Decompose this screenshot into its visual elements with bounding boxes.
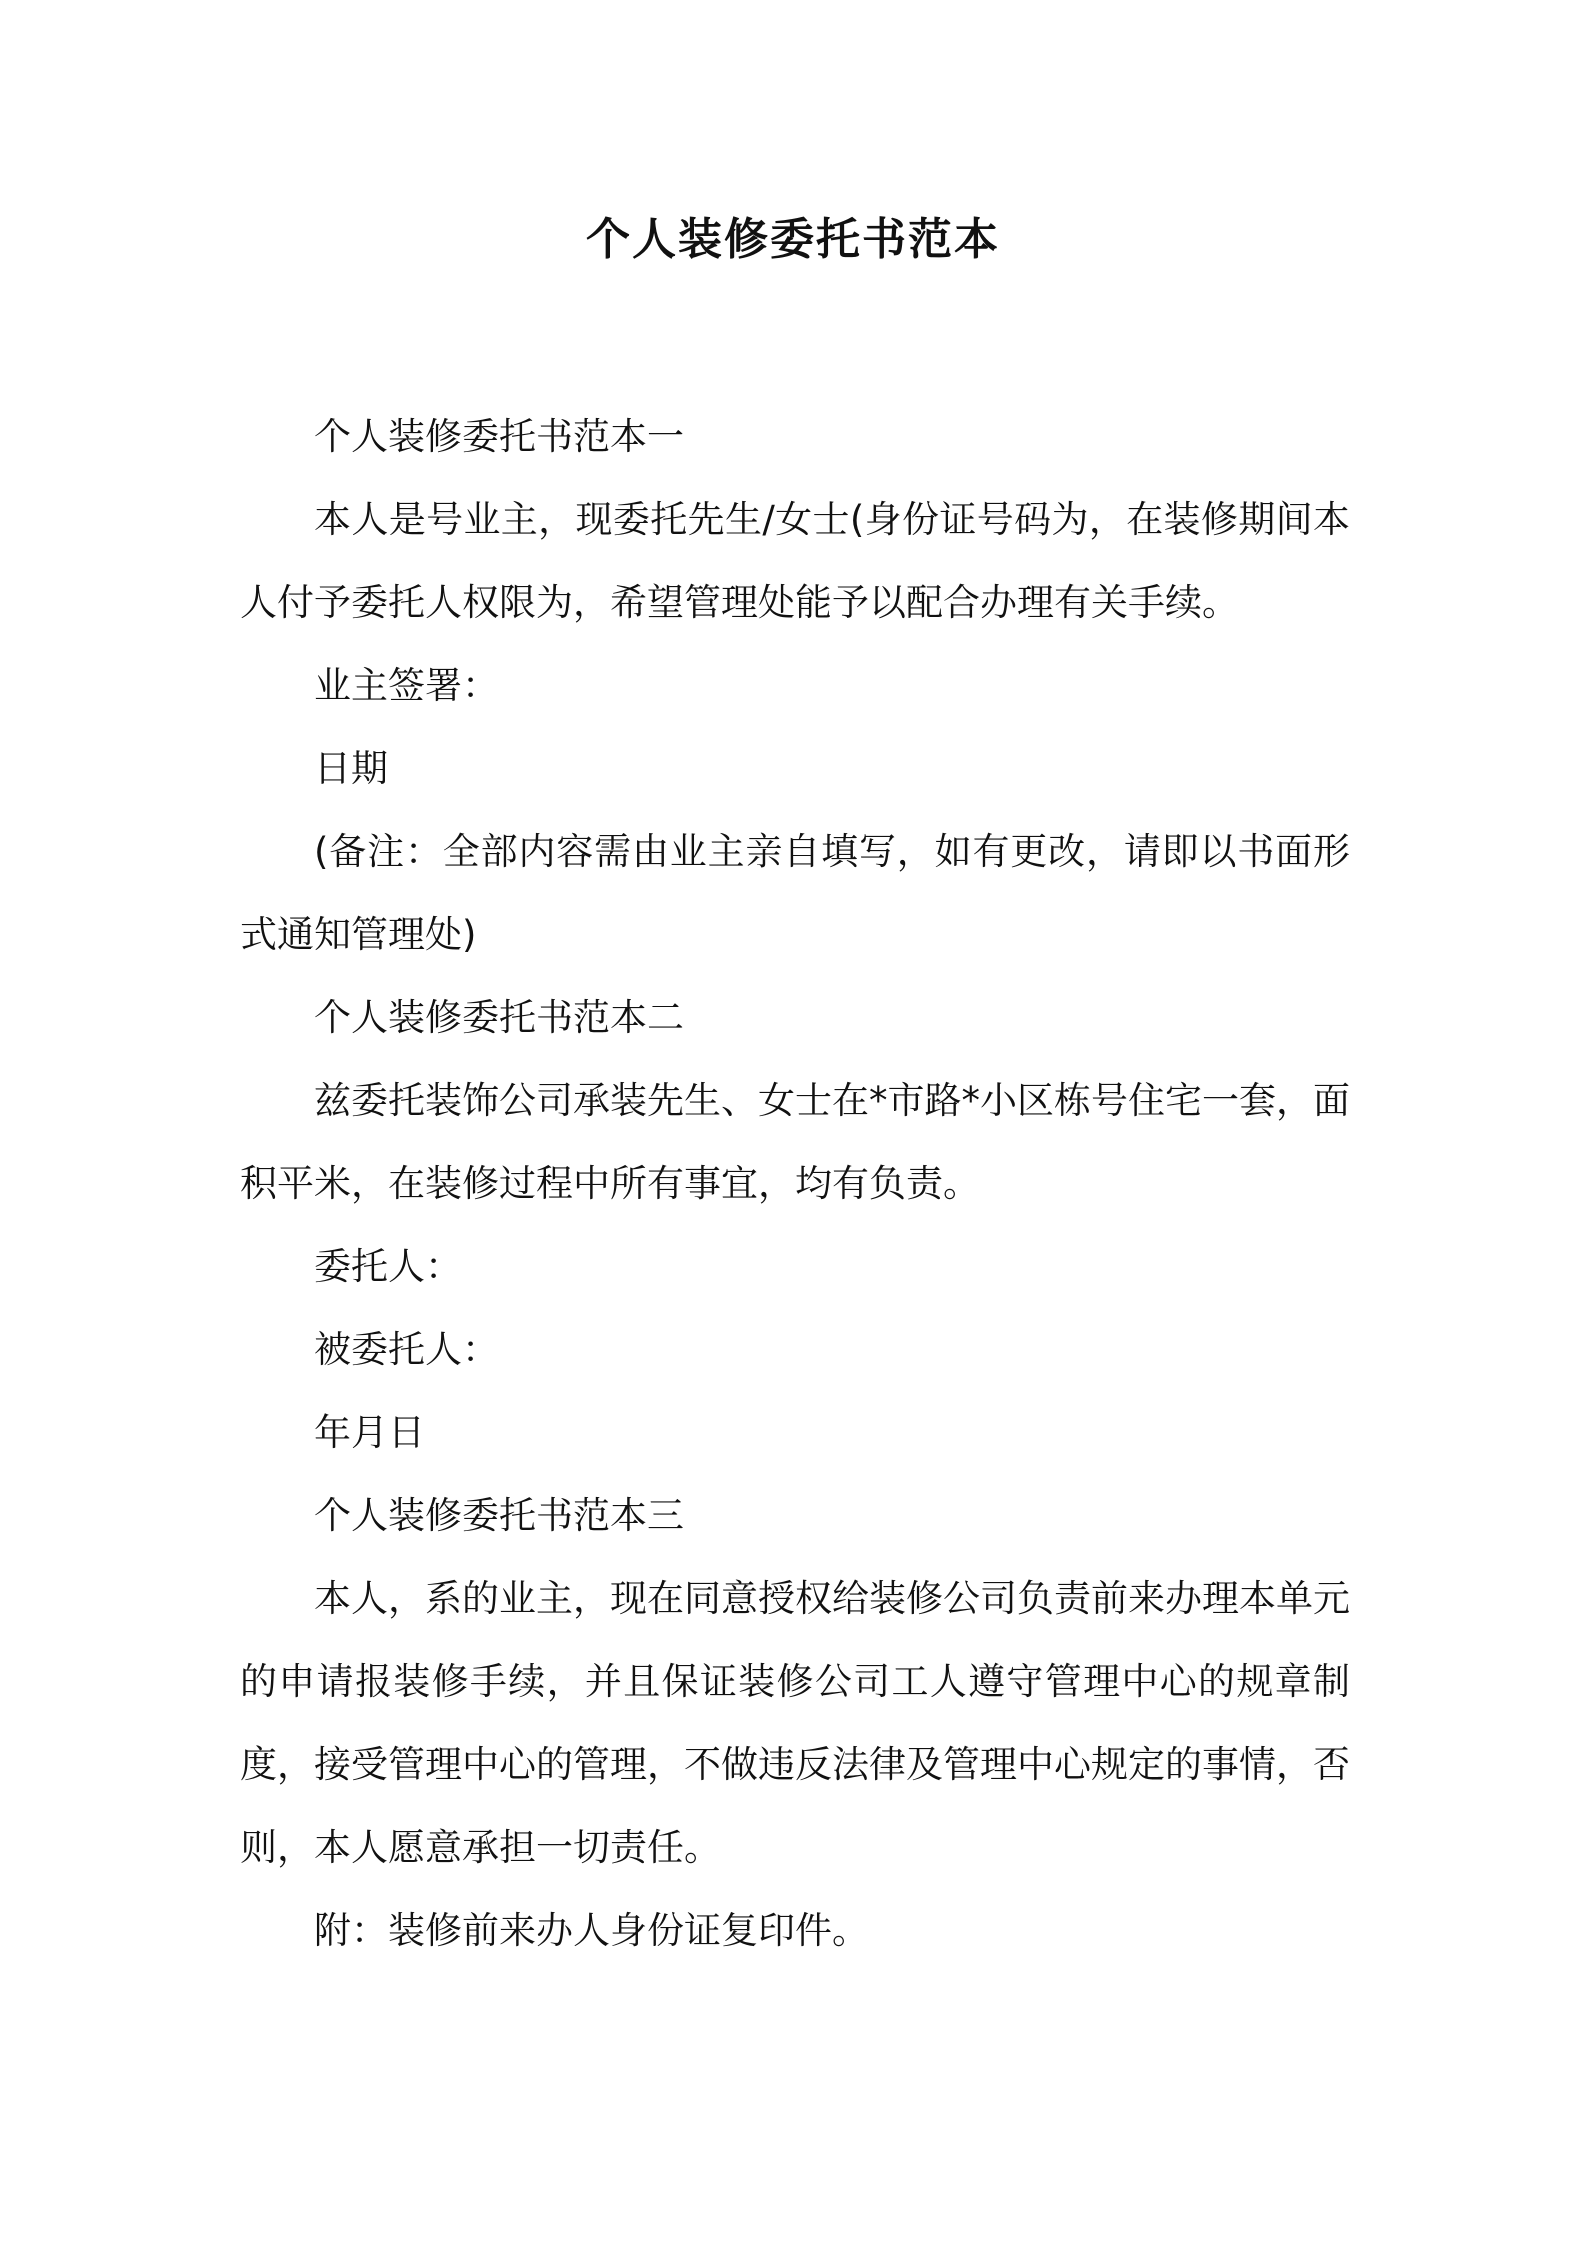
owner-signature-line: 业主签署： xyxy=(314,664,499,707)
paragraph-authorization-2: 兹委托装饰公司承装先生、女士在*市路*小区栋号住宅一套，面积平米，在装修过程中所有事宜，均有负责。 xyxy=(240,1079,1350,1205)
paragraph-authorization-3: 本人，系的业主，现在同意授权给装修公司负责前来办理本单元的申请报装修手续，并且保证装修公司工人遵守管理中心的规章制度，接受管理中心的管理，不做违反法律及管理中心规定的事情，否则，本人愿意承担一切责任。 xyxy=(240,1577,1350,1869)
paragraph-authorization-1: 本人是号业主，现委托先生/女士(身份证号码为，在装修期间本人付予委托人权限为，希望管理处能予以配合办理有关手续。 xyxy=(240,498,1350,624)
attachment-note: 附：装修前来办人身份证复印件。 xyxy=(314,1909,869,1952)
remark-paragraph: (备注：全部内容需由业主亲自填写，如有更改，请即以书面形式通知管理处) xyxy=(240,830,1350,956)
document-title: 个人装修委托书范本 xyxy=(586,214,1000,265)
date-line: 日期 xyxy=(314,747,388,790)
section-heading-1: 个人装修委托书范本一 xyxy=(314,415,684,458)
document-body xyxy=(240,395,1350,1972)
section-heading-2: 个人装修委托书范本二 xyxy=(314,996,684,1039)
agent-line: 被委托人： xyxy=(314,1328,499,1371)
principal-line: 委托人： xyxy=(314,1245,462,1288)
section-heading-3: 个人装修委托书范本三 xyxy=(314,1494,684,1537)
date-line-2: 年月日 xyxy=(314,1411,425,1454)
